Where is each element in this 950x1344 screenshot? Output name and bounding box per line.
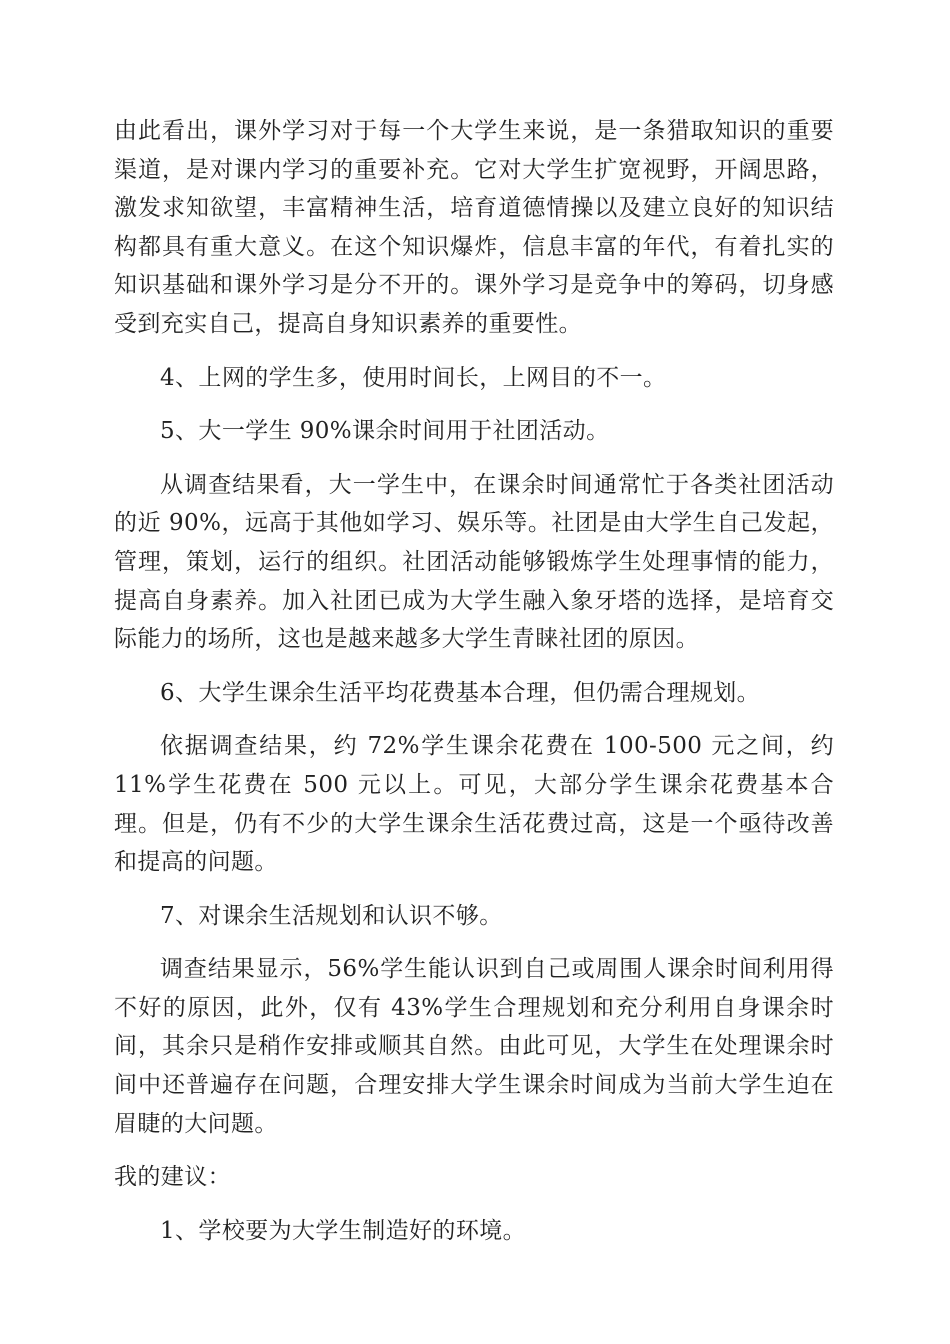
- paragraph-planning-analysis: 调查结果显示，56%学生能认识到自己或周围人课余时间利用得不好的原因，此外，仅有 43%学生合理规划和充分利用自身课余时间，其余只是稍作安排或顺其自然。由此可见，大学生在处理课余时间中还普遍存在问题，合理安排大学生课余时间成为当前大学生迫在眉睫的大问题。: [114, 956, 834, 1137]
- document-body: [114, 112, 834, 1250]
- suggestions-heading: 我的建议：: [114, 1164, 231, 1191]
- suggestion-1-environment: 1、学校要为大学生制造好的环境。: [160, 1217, 527, 1244]
- finding-4-internet-use: 4、上网的学生多，使用时间长，上网目的不一。: [160, 364, 667, 391]
- finding-6-spending: 6、大学生课余生活平均花费基本合理，但仍需合理规划。: [160, 679, 761, 706]
- paragraph-club-activities-analysis: 从调查结果看，大一学生中，在课余时间通常忙于各类社团活动的近 90%，远高于其他如学习、娱乐等。社团是由大学生自己发起，管理，策划，运行的组织。社团活动能够锻炼学生处理事情的能力，提高自身素养。加入社团已成为大学生融入象牙塔的选择，是培育交际能力的场所，这也是越来越多大学生青睐社团的原因。: [114, 471, 834, 653]
- paragraph-conclusion-extracurricular-study: 由此看出，课外学习对于每一个大学生来说，是一条猎取知识的重要渠道，是对课内学习的重要补充。它对大学生扩宽视野，开阔思路，激发求知欲望，丰富精神生活，培育道德情操以及建立良好的知识结构都具有重大意义。在这个知识爆炸，信息丰富的年代，有着扎实的知识基础和课外学习是分不开的。课外学习是竞争中的筹码，切身感受到充实自己，提高自身知识素养的重要性。: [114, 118, 834, 337]
- finding-7-planning: 7、对课余生活规划和认识不够。: [160, 902, 503, 929]
- paragraph-spending-analysis: 依据调查结果，约 72%学生课余花费在 100-500 元之间，约 11%学生花费在 500 元以上。可见，大部分学生课余花费基本合理。但是，仍有不少的大学生课余生活花费过高，这是一个亟待改善和提高的问题。: [114, 733, 834, 876]
- finding-5-club-activities: 5、大一学生 90%课余时间用于社团活动。: [160, 418, 610, 445]
